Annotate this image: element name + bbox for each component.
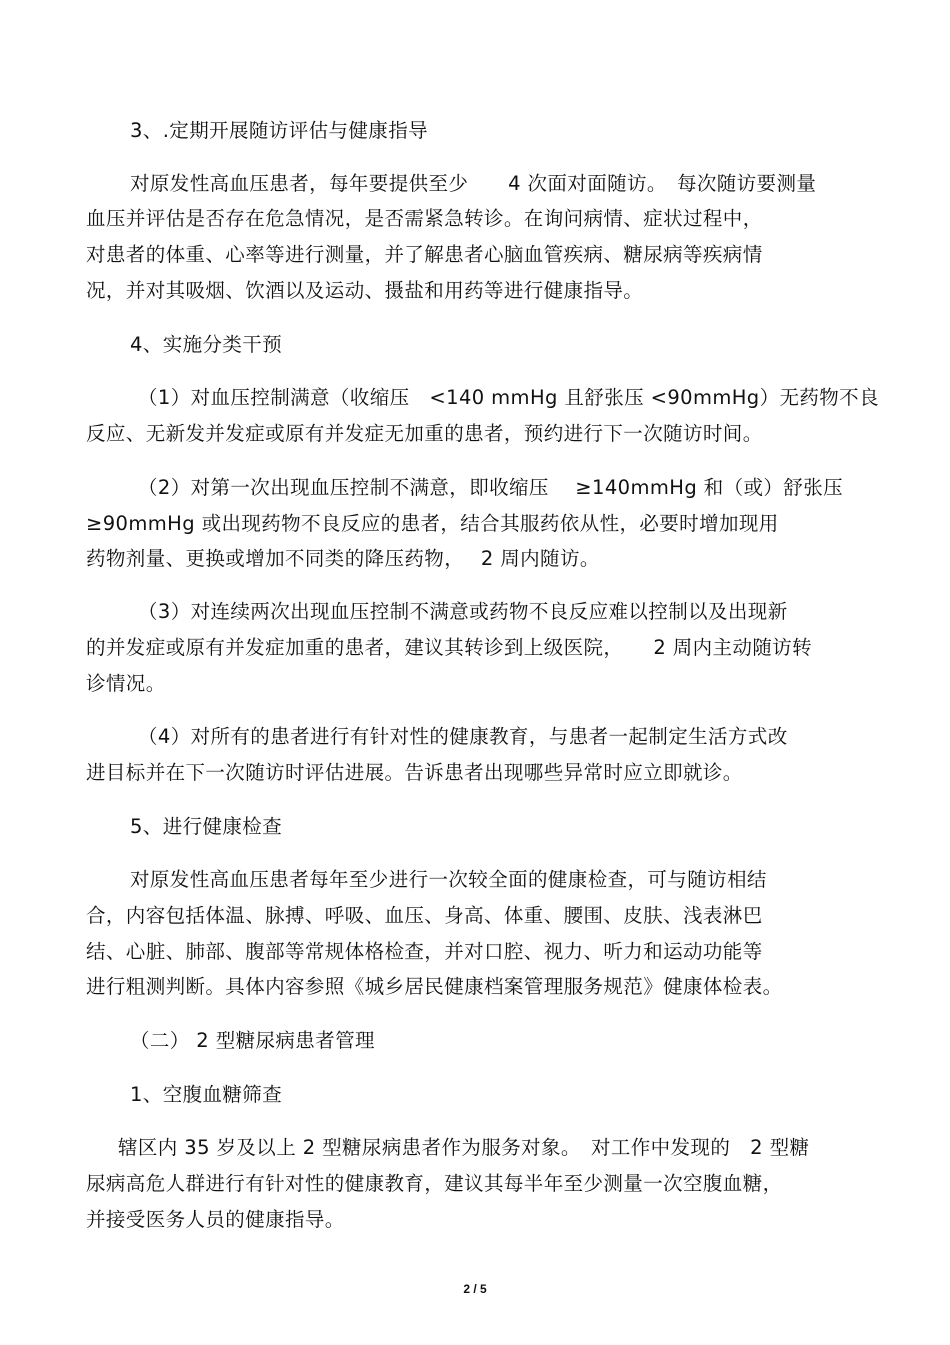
heading-fasting-glucose-screening: 1、空腹血糖筛查 (130, 1083, 283, 1106)
paragraph-line: 对患者的体重、心率等进行测量，并了解患者心脑血管疾病、糖尿病等疾病情 (86, 243, 763, 266)
paragraph-line: 合，内容包括体温、脉搏、呼吸、血压、身高、体重、腰围、皮肤、浅表淋巴 (86, 904, 763, 927)
paragraph-line: 对原发性高血压患者每年至少进行一次较全面的健康检查，可与随访相结 (130, 868, 767, 891)
paragraph-line: 进目标并在下一次随访时评估进展。告诉患者出现哪些异常时应立即就诊。 (86, 761, 743, 784)
paragraph-line: （2）对第一次出现血压控制不满意，即收缩压 ≥140mmHg 和（或）舒张压 (138, 476, 843, 499)
heading-health-examination: 5、进行健康检查 (130, 815, 283, 838)
paragraph-line: （4）对所有的患者进行有针对性的健康教育，与患者一起制定生活方式改 (138, 725, 788, 748)
paragraph-line: 的并发症或原有并发症加重的患者，建议其转诊到上级医院， 2 周内主动随访转 (86, 636, 813, 659)
paragraph-line: 对原发性高血压患者，每年要提供至少 4 次面对面随访。 每次随访要测量 (130, 172, 817, 195)
paragraph-line: （3）对连续两次出现血压控制不满意或药物不良反应难以控制以及出现新 (138, 600, 788, 623)
paragraph-line: 况，并对其吸烟、饮酒以及运动、摄盐和用药等进行健康指导。 (86, 279, 644, 302)
paragraph-line: 诊情况。 (86, 672, 166, 695)
heading-followup-evaluation: 3、.定期开展随访评估与健康指导 (130, 119, 429, 142)
paragraph-line: 药物剂量、更换或增加不同类的降压药物， 2 周内随访。 (86, 547, 600, 570)
paragraph-line: 辖区内 35 岁及以上 2 型糖尿病患者作为服务对象。 对工作中发现的 2 型糖 (118, 1136, 810, 1159)
paragraph-line: 结、心脏、肺部、腹部等常规体格检查，并对口腔、视力、听力和运动功能等 (86, 940, 763, 963)
paragraph-line: 血压并评估是否存在危急情况，是否需紧急转诊。在询问病情、症状过程中， (86, 207, 763, 230)
heading-classified-intervention: 4、实施分类干预 (130, 333, 283, 356)
paragraph-line: ≥90mmHg 或出现药物不良反应的患者，结合其服药依从性，必要时增加现用 (86, 512, 779, 535)
heading-diabetes-management: （二） 2 型糖尿病患者管理 (130, 1029, 375, 1052)
paragraph-line: （1）对血压控制满意（收缩压 <140 mmHg 且舒张压 <90mmHg）无药物不良 (138, 386, 879, 409)
page-number: 2 / 5 (463, 1282, 487, 1296)
paragraph-line: 尿病高危人群进行有针对性的健康教育，建议其每半年至少测量一次空腹血糖， (86, 1172, 783, 1195)
paragraph-line: 进行粗测判断。具体内容参照《城乡居民健康档案管理服务规范》健康体检表。 (86, 975, 783, 998)
paragraph-line: 反应、无新发并发症或原有并发症无加重的患者，预约进行下一次随访时间。 (86, 422, 763, 445)
paragraph-line: 并接受医务人员的健康指导。 (86, 1208, 345, 1231)
